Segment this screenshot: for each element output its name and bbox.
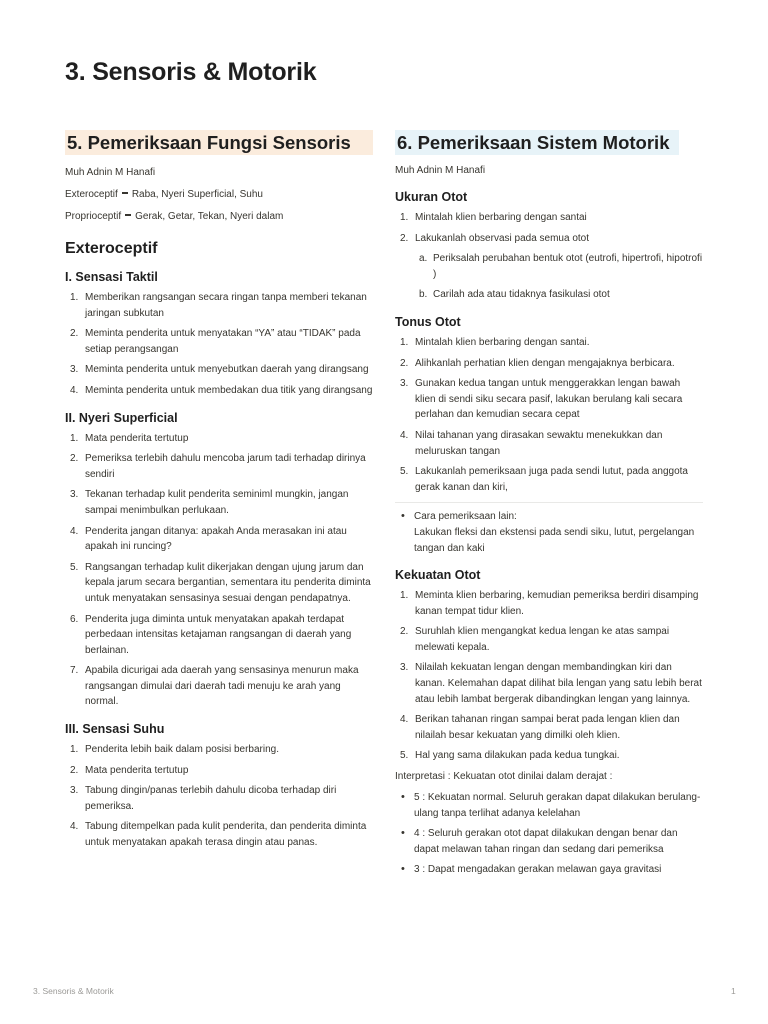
list-item: 1. Memberikan rangsangan secara ringan tanpa memberi tekanan jaringan subkutan [65, 290, 373, 321]
heading-sensasi-suhu: III. Sensasi Suhu [65, 722, 165, 737]
bullet-line-1: • Cara pemeriksaan lain: [414, 511, 517, 523]
heading-exteroceptif: Exteroceptif [65, 240, 158, 257]
list-sensasi-taktil [65, 290, 373, 399]
list-item: 1. Mata penderita tertutup [65, 431, 373, 447]
author-left: Muh Adnin M Hanafi [65, 167, 156, 178]
list-item: 2. Pemeriksa terlebih dahulu mencoba jarum tadi terhadap dirinya sendiri [65, 451, 373, 482]
meta-proprioceptif [65, 210, 373, 224]
list-item: 2. Mata penderita tertutup [65, 763, 373, 779]
list-item: 1. Mintalah klien berbaring dengan santai. [395, 335, 703, 351]
meta-exteroceptif-value: Raba, Nyeri Superficial, Suhu [131, 189, 263, 200]
list-sensasi-suhu [65, 742, 373, 851]
list-tonus-otot [395, 335, 703, 495]
footer-title: 3. Sensoris & Motorik [33, 986, 114, 996]
bullet-line-2: Lakukan fleksi dan ekstensi pada sendi siku, lutut, pergelangan tangan dan kaki [414, 526, 695, 554]
list-interpretasi [395, 790, 703, 878]
list-item: 5. Hal yang sama dilakukan pada kedua tungkai. [395, 748, 703, 764]
list-item: • 4 : Seluruh gerakan otot dapat dilakukan dengan benar dan dapat melawan tahan ringan dan sedang dari pemeriksa [395, 826, 703, 857]
list-item: 4. Tabung ditempelkan pada kulit penderita, dan penderita diminta untuk menyatakan apakah terasa dingin atau panas. [65, 819, 373, 850]
list-kekuatan-otot [395, 588, 703, 764]
arrow-icon [125, 214, 131, 216]
meta-proprioceptif-label: Proprioceptif [65, 211, 122, 222]
right-column [395, 130, 703, 878]
meta-exteroceptif-label: Exteroceptif [65, 189, 118, 200]
list-item: 3. Gunakan kedua tangan untuk menggerakkan lengan bawah klien di sendi siku secara pasif, lakukan berulang kali secara perlahan dan kemudian secara cepat [395, 376, 703, 423]
left-column [65, 130, 373, 851]
list-item: 2. Suruhlah klien mengangkat kedua lengan ke atas sampai melewati kepala. [395, 624, 703, 655]
section-title-motorik: 6. Pemeriksaan Sistem Motorik [395, 130, 679, 155]
list-item: 3. Tabung dingin/panas terlebih dahulu dicoba terhadap diri pemeriksa. [65, 783, 373, 814]
sublist-ukuran-otot [395, 251, 703, 303]
interpretasi-text: Interpretasi : Kekuatan otot dinilai dalam derajat : [395, 771, 613, 783]
meta-exteroceptif [65, 188, 373, 202]
heading-tonus-otot: Tonus Otot [395, 314, 461, 329]
meta-proprioceptif-value: Gerak, Getar, Tekan, Nyeri dalam [135, 211, 284, 222]
page-number: 1 [731, 986, 736, 996]
list-item: • 3 : Dapat mengadakan gerakan melawan gaya gravitasi [395, 862, 703, 878]
list-item: 4. Nilai tahanan yang dirasakan sewaktu menekukkan dan meluruskan tangan [395, 428, 703, 459]
heading-kekuatan-otot: Kekuatan Otot [395, 568, 481, 583]
list-item: b. Carilah ada atau tidaknya fasikulasi otot [395, 287, 703, 303]
list-item: 5. Rangsangan terhadap kulit dikerjakan dengan ujung jarum dan kepala jarum secara bergantian, sementara itu penderita diminta untuk menyatakan sensasinya sesuai dengan pendapatnya. [65, 560, 373, 607]
list-item: 3. Meminta penderita untuk menyebutkan daerah yang dirangsang [65, 362, 373, 378]
heading-nyeri-superficial: II. Nyeri Superficial [65, 410, 178, 425]
list-item: 1. Penderita lebih baik dalam posisi berbaring. [65, 742, 373, 758]
list-item: • 5 : Kekuatan normal. Seluruh gerakan dapat dilakukan berulang-ulang tanpa terlihat adanya kelelahan [395, 790, 703, 821]
list-nyeri-superficial [65, 431, 373, 711]
list-item [395, 509, 703, 556]
page-title: 3. Sensoris & Motorik [65, 58, 317, 86]
arrow-icon [122, 192, 128, 194]
list-ukuran-otot [395, 210, 703, 246]
list-item: 2. Meminta penderita untuk menyatakan “YA” atau “TIDAK” pada setiap perangsangan [65, 326, 373, 357]
list-item: 2. Alihkanlah perhatian klien dengan mengajaknya berbicara. [395, 356, 703, 372]
list-cara-lain [395, 509, 703, 556]
heading-sensasi-taktil: I. Sensasi Taktil [65, 270, 158, 284]
list-item: 1. Mintalah klien berbaring dengan santai [395, 210, 703, 226]
list-item: 6. Penderita juga diminta untuk menyatakan apakah terdapat perbedaan intensitas ketajaman rangsangan di daerah yang berlainan. [65, 612, 373, 659]
list-item: 1. Meminta klien berbaring, kemudian pemeriksa berdiri disamping kanan tempat tidur klien. [395, 588, 703, 619]
author-right: Muh Adnin M Hanafi [395, 165, 486, 176]
list-item: a. Periksalah perubahan bentuk otot (eutrofi, hipertrofi, hipotrofi ) [395, 251, 703, 282]
list-item: 7. Apabila dicurigai ada daerah yang sensasinya menurun maka rangsangan dimulai dari daerah tadi menuju ke arah yang normal. [65, 663, 373, 710]
list-item: 2. Lakukanlah observasi pada semua otot [395, 231, 703, 247]
list-item: 3. Nilailah kekuatan lengan dengan membandingkan kiri dan kanan. Kelemahan dapat dilihat bila lengan yang satu lebih berat atau lebih lambat bergerak dibandingkan lengan yang lainnya. [395, 660, 703, 707]
list-item: 4. Penderita jangan ditanya: apakah Anda merasakan ini atau apakah ini runcing? [65, 524, 373, 555]
list-item: 5. Lakukanlah pemeriksaan juga pada sendi lutut, pada anggota gerak kanan dan kiri, [395, 464, 703, 495]
list-item: 4. Meminta penderita untuk membedakan dua titik yang dirangsang [65, 383, 373, 399]
list-item: 3. Tekanan terhadap kulit penderita seminiml mungkin, jangan sampai menimbulkan perlukaan. [65, 487, 373, 518]
heading-ukuran-otot: Ukuran Otot [395, 190, 468, 204]
section-title-sensoris: 5. Pemeriksaan Fungsi Sensoris [65, 130, 373, 155]
list-item: 4. Berikan tahanan ringan sampai berat pada lengan klien dan nilailah besar kekuatan yang dimilki oleh klien. [395, 712, 703, 743]
